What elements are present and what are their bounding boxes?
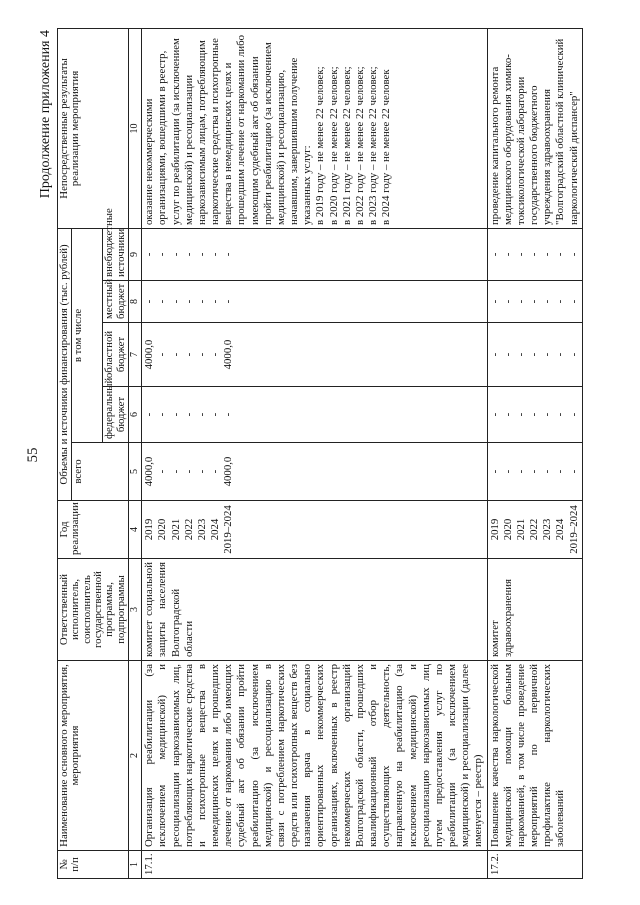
total-funding: - - - - - - - <box>487 443 582 501</box>
column-number: 2 <box>128 661 141 851</box>
executor: комитет социальной защиты населения Волгоградской области <box>142 559 487 661</box>
column-number: 6 <box>128 387 141 443</box>
page-number: 55 <box>25 447 41 463</box>
header-row-1 <box>58 28 72 878</box>
header-result: Непосредственные результаты реализации мероприятия <box>58 28 129 228</box>
program-activities-table <box>57 28 583 879</box>
local-funding: - - - - - - - <box>142 281 487 323</box>
federal-funding: - - - - - - - <box>142 387 487 443</box>
activity-name: Организация реабилитации (за исключением медицинской) и ресоциализации наркозависимых лиц, потребляющих наркотические средства и психотропные вещества в немедицинских целях и прошедших лечение от наркомании либо имеющих судебный акт об обязании пройти реабилитацию (за исключением медицинской) и ресоциализацию в связи с потреблением наркотических средств или психотропных веществ без назначения врача в социально ориентированных некоммерческих организациях, включенных в реестр некоммерческих организаций Волгоградской области, прошедших квалификационный отбор и осуществляющих деятельность, направленную на реабилитацию (за исключением медицинской) и ресоциализацию наркозависимых лиц путем предоставления услуг по реабилитации (за исключением медицинской) и ресоциализации (далее именуется – реестр) <box>142 661 487 851</box>
extrabudget-funding: - - - - - - - <box>487 228 582 280</box>
header-federal: федеральный бюджет <box>103 387 129 443</box>
row-number: 17.2. <box>487 851 582 879</box>
column-number: 7 <box>128 323 141 387</box>
continuation-label: Продолжение приложения 4 <box>38 30 53 199</box>
activity-name: Повышение качества наркологической медицинской помощи больным наркоманией, в том числе проведение мероприятий по первичной профилактике наркологических заболеваний <box>487 661 582 851</box>
column-number: 5 <box>128 443 141 501</box>
column-number: 1 <box>128 851 141 879</box>
column-number: 9 <box>128 228 141 280</box>
years: 2019 2020 2021 2022 2023 2024 2019–2024 <box>142 501 487 559</box>
table-row <box>142 28 487 878</box>
regional-funding: - - - - - - - <box>487 323 582 387</box>
header-regional: областной бюджет <box>103 323 129 387</box>
column-number: 3 <box>128 559 141 661</box>
column-number: 8 <box>128 281 141 323</box>
column-number: 10 <box>128 28 141 228</box>
extrabudget-funding: - - - - - - - <box>142 228 487 280</box>
result: проведение капитального ремонта медицинского оборудования химико-токсикологической лаборатории государственного бюджетного учреждения здравоохранения "Волгоградский областной клинический наркологический диспансер" <box>487 28 582 228</box>
executor: комитет здравоохранения <box>487 559 582 661</box>
header-year: Год реализации <box>58 501 129 559</box>
header-total: всего <box>72 443 129 501</box>
result: оказание некоммерческими организациями, вошедшими в реестр, услуг по реабилитации (за исключением медицинской) и ресоциализации наркозависимым лицам, потребляющим наркотические средства и психотропные вещества в немедицинских целях и прошедшим лечение от наркомании либо имеющим судебный акт об обязании пройти реабилитацию (за исключением медицинской) и ресоциализацию, начавшим, завершившим получение указанных услуг: в 2019 году – не менее 22 человек; в 2020 году – не менее 22 человек; в 2021 году – не менее 22 человек; в 2022 году – не менее 22 человек; в 2023 году – не менее 22 человек; в 2024 году – не менее 22 человек <box>142 28 487 228</box>
years: 2019 2020 2021 2022 2023 2024 2019–2024 <box>487 501 582 559</box>
federal-funding: - - - - - - - <box>487 387 582 443</box>
regional-funding: 4000,0 - - - - - 4000,0 <box>142 323 487 387</box>
total-funding: 4000,0 - - - - - 4000,0 <box>142 443 487 501</box>
header-name: Наименование основного мероприятия, мероприятия <box>58 661 129 851</box>
header-num: № п/п <box>58 851 129 879</box>
column-number-row <box>128 28 141 878</box>
header-including: в том числе <box>72 228 103 442</box>
table-row <box>487 28 582 878</box>
row-number: 17.1. <box>142 851 487 879</box>
column-number: 4 <box>128 501 141 559</box>
local-funding: - - - - - - - <box>487 281 582 323</box>
header-extrabudget: внебюджетные источники <box>103 228 129 280</box>
header-executor: Ответственный исполнитель, соисполнитель государственной программы, подпрограммы <box>58 559 129 661</box>
header-local: местный бюджет <box>103 281 129 323</box>
header-funding-group: Объемы и источники финансирования (тыс. рублей) <box>58 228 72 500</box>
